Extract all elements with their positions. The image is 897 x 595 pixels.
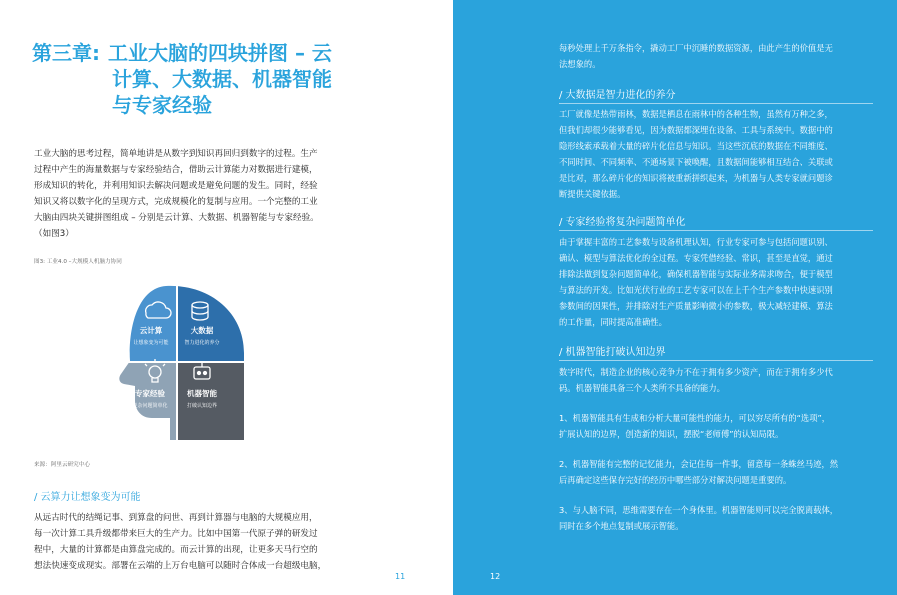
chapter-title-line-3: 与专家经验 <box>112 93 212 117</box>
body-line: 1、机器智能具有生成和分析大量可能性的能力，可以穷尽所有的“选项”， <box>559 413 831 423</box>
intro-line: 知识又将以数字化的呈现方式，完成规模化的复制与应用。一个完整的工业 <box>34 197 318 207</box>
body-line: 与算法的开发。比如光伏行业的工艺专家可以在上千个生产参数中快速识别 <box>559 285 833 295</box>
quadrant-bigdata <box>178 283 248 361</box>
body-line: 每一次计算工具升级都带来巨大的生产力。比如中国第一代原子弹的研发过 <box>34 529 318 539</box>
body-line: 想法快速变成现实。部署在云端的上万台电脑可以随时合体成一台超级电脑， <box>34 561 327 571</box>
chapter-title-line-1: 工业大脑的四块拼图 – 云 <box>108 41 332 65</box>
section-divider <box>559 230 873 231</box>
quadrant-subtitle-expert: 复杂问题简单化 <box>132 403 168 409</box>
chapter-number: 第三章: <box>32 41 100 65</box>
quadrant-title-cloud: 云计算 <box>139 326 163 335</box>
section-divider <box>559 360 873 361</box>
body-line: 但我们却很少能够看见，因为数据都深埋在设备、工具与系统中。数据中的 <box>559 125 833 135</box>
bigdata-paragraph <box>559 106 879 202</box>
quadrant-subtitle-cloud: 让想象变为可能 <box>133 340 169 346</box>
body-line: 确认、模型与算法优化的全过程。专家凭借经验、常识，甚至是直觉，通过 <box>559 253 833 263</box>
intro-line: 大脑由四块关键拼图组成 – 分别是云计算、大数据、机器智能与专家经验。 <box>34 213 319 223</box>
right-page <box>453 0 897 595</box>
quadrant-subtitle-bigdata: 智力进化的养分 <box>184 340 220 346</box>
machine-paragraph <box>559 364 879 534</box>
figure-source: 来源：阿里云研究中心 <box>34 462 90 468</box>
blank-line <box>559 488 879 502</box>
body-line: 3、与人脑不同，思维需要存在一个身体里。机器智能则可以完全脱离载体， <box>559 505 839 515</box>
body-line: 后再确定这些保存完好的经历中哪些部分对解决问题是重要的。 <box>559 475 792 485</box>
quadrant-title-expert: 专家经验 <box>135 389 165 398</box>
expert-paragraph <box>559 234 879 330</box>
page-number-left: 11 <box>395 572 406 581</box>
intro-line: （如图3） <box>34 229 74 239</box>
body-line: 2、机器智能有完整的记忆能力，会记住每一件事，留意每一条蛛丝马迹，然 <box>559 459 839 469</box>
body-line: 工厂就像是热带雨林，数据是栖息在雨林中的各种生物，虽然有万种之多， <box>559 109 833 119</box>
right-top-paragraph <box>559 40 879 72</box>
body-line: 数字时代，制造企业的核心竞争力不在于拥有多少资产，而在于拥有多少代 <box>559 367 833 377</box>
section-heading-bigdata: / 大数据是智力进化的养分 <box>559 90 676 101</box>
chapter-title <box>32 40 362 118</box>
intro-line: 工业大脑的思考过程，简单地讲是从数字到知识再回归到数字的过程。生产 <box>34 149 318 159</box>
figure-caption: 图3: 工业4.0 –大规模人机脑力协同 <box>34 259 122 265</box>
section-heading-machine: / 机器智能打破认知边界 <box>559 347 666 358</box>
body-line: 法想象的。 <box>559 59 601 69</box>
body-line: 是比对，那么碎片化的知识将被重新拼织起来，为机器与人类专家就问题诊 <box>559 173 833 183</box>
quadrant-cloud <box>108 283 176 361</box>
brain-head-figure <box>108 283 248 443</box>
body-line: 隐形线索承载着大量的碎片化信息与知识。当这些沉底的数据在不同维度、 <box>559 141 833 151</box>
body-line: 由于掌握丰富的工艺参数与设备机理认知，行业专家可参与包括问题识别、 <box>559 237 833 247</box>
blank-line <box>559 442 879 456</box>
quadrant-title-bigdata: 大数据 <box>190 326 214 335</box>
section-heading-expert: / 专家经验将复杂问题简单化 <box>559 217 686 228</box>
body-line: 参数间的因果性，并排除对生产质量影响微小的参数，极大减轻建模、算法 <box>559 301 833 311</box>
intro-line: 形成知识的转化，并利用知识去解决问题或是避免问题的发生。同时，经验 <box>34 181 318 191</box>
quadrant-title-machine: 机器智能 <box>187 389 217 398</box>
intro-paragraph <box>34 146 346 242</box>
page-number-right: 12 <box>490 572 501 581</box>
quadrant-subtitle-machine: 打破认知边界 <box>186 403 218 409</box>
body-line: 每秒处理上千万条指令，撬动工厂中沉睡的数据资源，由此产生的价值是无 <box>559 43 833 53</box>
blank-line <box>559 396 879 410</box>
body-line: 程中，大量的计算都是由算盘完成的。而云计算的出现，让更多天马行空的 <box>34 545 318 555</box>
body-line: 从远古时代的结绳记事、到算盘的问世、再到计算器与电脑的大规模应用， <box>34 513 318 523</box>
body-line: 扩展认知的边界，创造新的知识，摆脱“老师傅”的认知局限。 <box>559 429 784 439</box>
section-divider <box>559 103 873 104</box>
chapter-title-line-2: 计算、大数据、机器智能 <box>112 67 332 91</box>
body-line: 断提供关键依据。 <box>559 189 626 199</box>
left-body-paragraph <box>34 510 346 574</box>
body-line: 排除法做到复杂问题简单化，确保机器智能与实际业务需求吻合，便于模型 <box>559 269 833 279</box>
section-heading-cloud: / 云算力让想象变为可能 <box>34 492 141 503</box>
body-line: 不同时间、不同频率、不通场景下被唤醒，且数据间能够相互结合、关联或 <box>559 157 833 167</box>
body-line: 码。机器智能具备三个人类所不具备的能力。 <box>559 383 725 393</box>
body-line: 同时在多个地点复制或展示智能。 <box>559 521 684 531</box>
body-line: 的工作量，同时提高准确性。 <box>559 317 667 327</box>
intro-line: 过程中产生的海量数据与专家经验结合，借助云计算能力对数据进行建模， <box>34 165 318 175</box>
